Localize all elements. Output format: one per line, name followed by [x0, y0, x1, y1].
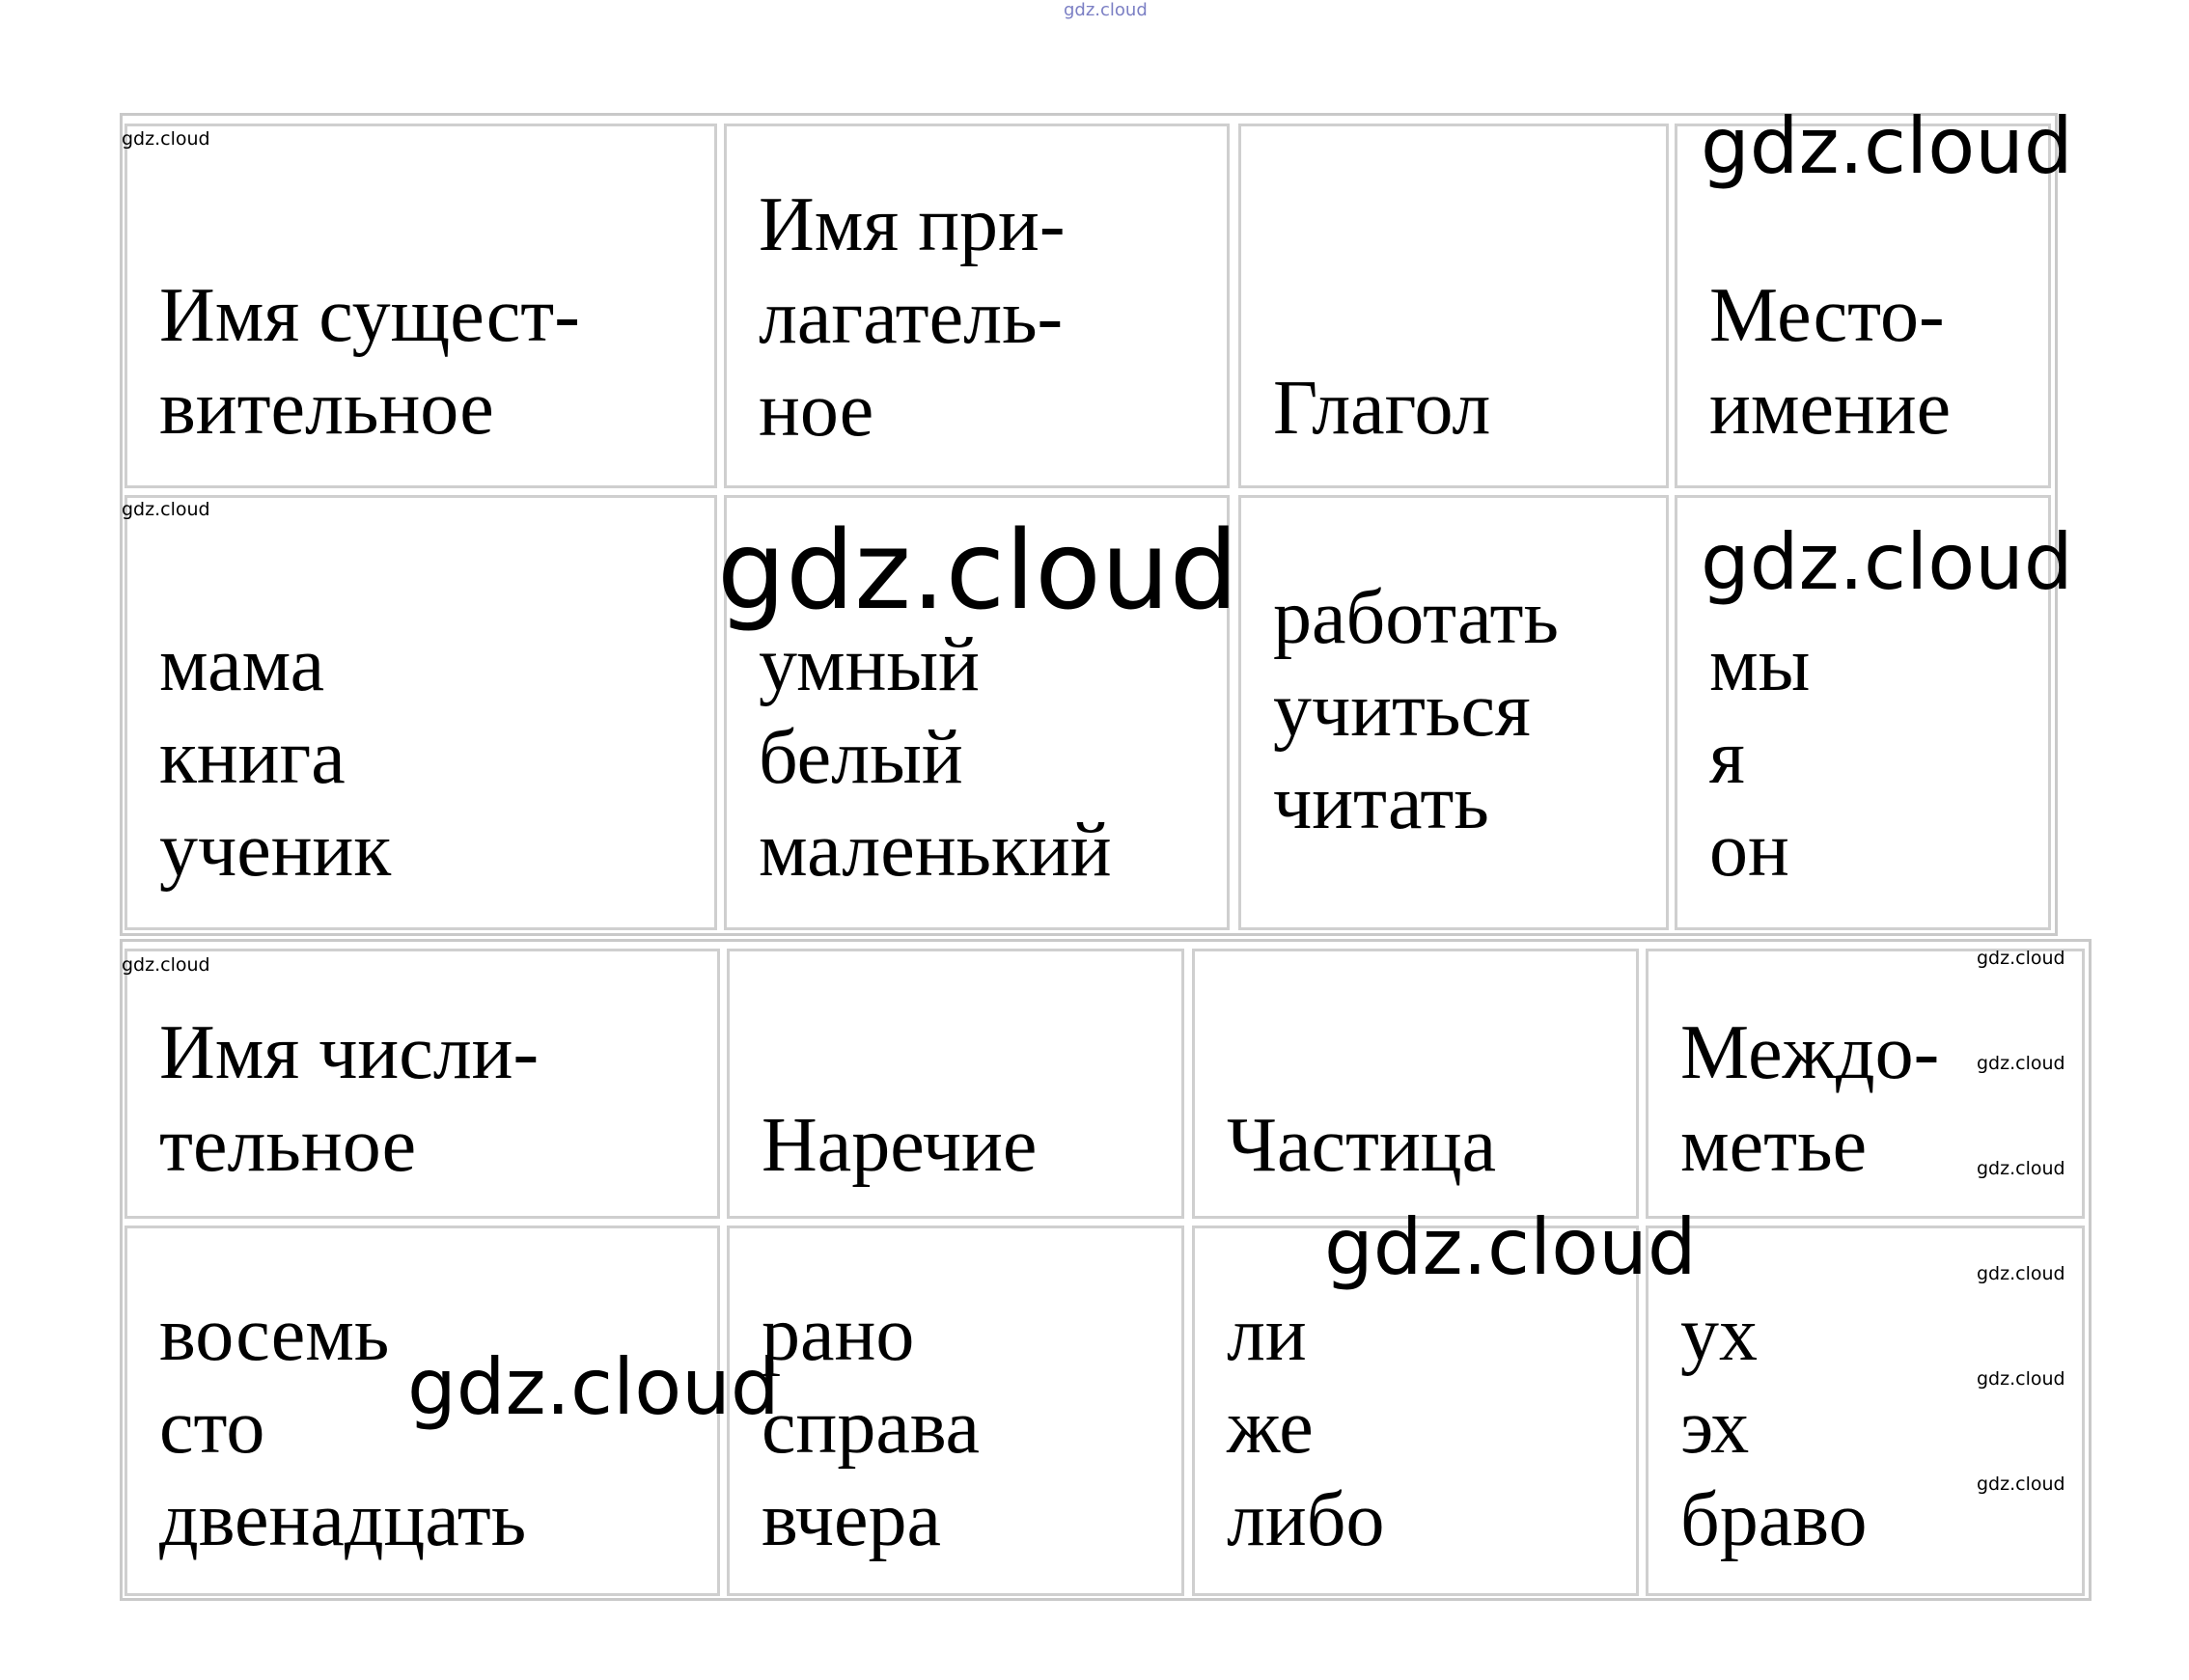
examples-noun: мама книга ученик [159, 622, 392, 893]
examples-verb: работать учиться читать [1273, 575, 1559, 845]
header-interjection: Междо- метье [1680, 1010, 1940, 1188]
watermark-small-7: gdz.cloud [1977, 1263, 2065, 1284]
table1-header-cell-2 [724, 124, 1230, 488]
table1-header-cell-1 [125, 124, 717, 488]
header-particle: Частица [1227, 1103, 1497, 1188]
watermark-small-4: gdz.cloud [1977, 948, 2065, 969]
watermark-small-6: gdz.cloud [1977, 1158, 2065, 1179]
table2-header-cell-3 [1192, 949, 1639, 1219]
table2-header-cell-2 [727, 949, 1184, 1219]
watermark-large-4: gdz.cloud [407, 1342, 780, 1432]
header-adjective: Имя при- лагатель- ное [759, 182, 1066, 453]
examples-adjective: умный белый маленький [759, 622, 1112, 893]
table1-header-cell-3 [1238, 124, 1669, 488]
watermark-small-8: gdz.cloud [1977, 1368, 2065, 1390]
table2-header-cell-1 [125, 949, 720, 1219]
examples-adverb: рано справа вчера [762, 1292, 981, 1562]
watermark-large-2: gdz.cloud [1701, 517, 2073, 607]
watermark-small-1: gdz.cloud [122, 128, 210, 150]
watermark-small-3: gdz.cloud [122, 954, 210, 976]
watermark-large-1: gdz.cloud [1701, 101, 2073, 191]
examples-numeral: восемь сто двенадцать [159, 1292, 527, 1562]
header-pronoun: Место- имение [1709, 273, 1952, 451]
table1-example-cell-3 [1238, 495, 1669, 930]
header-verb: Глагол [1273, 366, 1491, 451]
header-numeral: Имя числи- тельное [159, 1010, 540, 1188]
header-adverb: Наречие [762, 1103, 1038, 1188]
watermark-large-3: gdz.cloud [1324, 1202, 1697, 1292]
table1-example-cell-1 [125, 495, 717, 930]
examples-particle: ли же либо [1227, 1292, 1385, 1562]
examples-pronoun: мы я он [1709, 622, 1811, 893]
header-watermark: gdz.cloud [1064, 0, 1148, 20]
watermark-small-9: gdz.cloud [1977, 1473, 2065, 1495]
examples-interjection: ух эх браво [1680, 1292, 1868, 1562]
watermark-small-2: gdz.cloud [122, 499, 210, 520]
header-noun: Имя сущест- вительное [159, 273, 580, 451]
watermark-xl: gdz.cloud [717, 509, 1238, 634]
watermark-small-5: gdz.cloud [1977, 1053, 2065, 1074]
table2-example-cell-2 [727, 1226, 1184, 1596]
